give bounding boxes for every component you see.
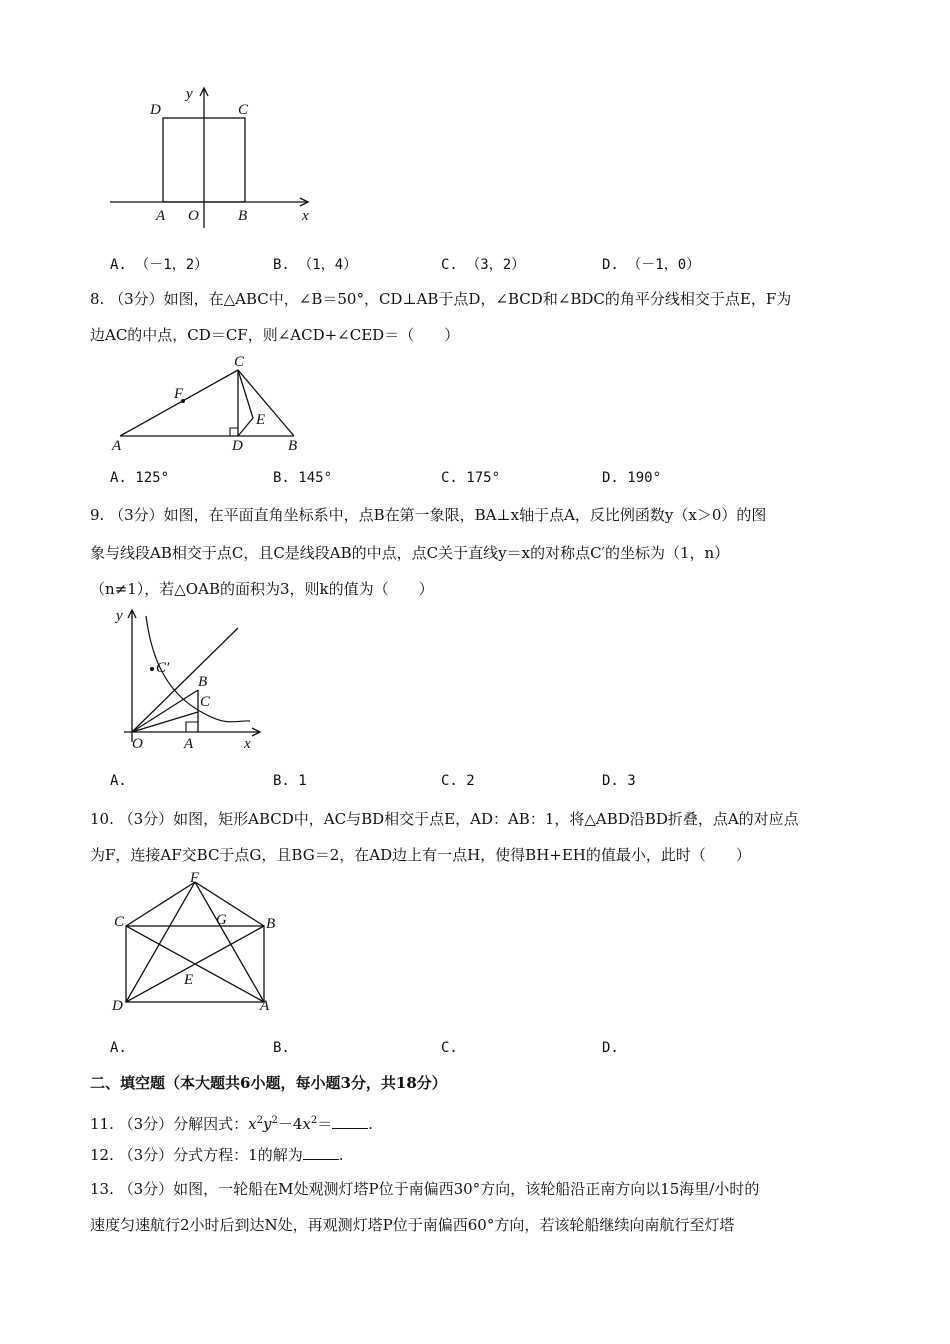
q7-option-b[interactable]: B. （1，4） bbox=[273, 257, 358, 273]
label-x: x bbox=[302, 208, 309, 224]
label-C: C bbox=[238, 102, 249, 118]
q11-y1: y bbox=[263, 1115, 272, 1133]
q9-text-line3: （n≠1），若△OAB的面积为3，则k的值为（ ） bbox=[90, 580, 434, 598]
q12-text bbox=[90, 1144, 344, 1166]
q11-prefix: 11. （3分）分解因式： bbox=[90, 1115, 249, 1133]
label-F: F bbox=[190, 870, 200, 886]
q9-option-d[interactable]: D. 3 bbox=[602, 773, 636, 789]
label-G: G bbox=[216, 912, 227, 928]
q7-option-d[interactable]: D. （－1，0） bbox=[602, 257, 701, 273]
label-D: D bbox=[232, 438, 243, 454]
q9-options bbox=[0, 773, 950, 795]
q7-options bbox=[0, 254, 950, 276]
q11-text bbox=[90, 1110, 373, 1135]
q13-text-line2: 速度匀速航行2小时后到达N处，再观测灯塔P位于南偏西60°方向，若该轮船继续向南航行至灯塔 bbox=[90, 1216, 735, 1234]
label-C-prime: C′ bbox=[156, 660, 170, 676]
label-A: A bbox=[184, 736, 194, 752]
q9-option-c[interactable]: C. 2 bbox=[441, 773, 475, 789]
q10-option-b[interactable]: B. bbox=[273, 1040, 290, 1056]
q10-text-line1: 10. （3分）如图，矩形ABCD中，AC与BD相交于点E，AD：AB：1，将△ABD沿BD折叠，点A的对应点 bbox=[90, 810, 799, 828]
label-C: C bbox=[200, 694, 211, 710]
label-B: B bbox=[288, 438, 298, 454]
q7-option-a[interactable]: A. （－1，2） bbox=[110, 257, 209, 273]
label-C: C bbox=[234, 354, 245, 370]
q11-answer-blank[interactable] bbox=[332, 1114, 368, 1129]
label-y: y bbox=[116, 608, 123, 624]
q10-option-d[interactable]: D. bbox=[602, 1040, 619, 1056]
q9-figure bbox=[110, 602, 270, 752]
q7-figure bbox=[100, 80, 330, 230]
section-heading: 二、填空题（本大题共6小题，每小题3分，共18分） bbox=[90, 1074, 447, 1092]
label-O: O bbox=[132, 736, 143, 752]
q10-option-a[interactable]: A. bbox=[110, 1040, 127, 1056]
q11-e3: 2 bbox=[310, 1115, 318, 1126]
label-B: B bbox=[198, 674, 208, 690]
q12-prompt: 12. （3分）分式方程：1的解为 bbox=[90, 1146, 303, 1164]
q11-e1: 2 bbox=[256, 1115, 264, 1126]
q7-option-c[interactable]: C. （3，2） bbox=[441, 257, 526, 273]
label-A: A bbox=[156, 208, 166, 224]
label-F: F bbox=[174, 386, 184, 402]
q11-x2: x bbox=[302, 1115, 311, 1133]
q10-options bbox=[0, 1040, 950, 1062]
q12-answer-blank[interactable] bbox=[303, 1145, 339, 1160]
q9-option-a[interactable]: A. bbox=[110, 773, 127, 789]
label-D: D bbox=[150, 102, 161, 118]
q11-e2: 2 bbox=[271, 1115, 278, 1126]
q9-text-line1: 9. （3分）如图，在平面直角坐标系中，点B在第一象限，BA⊥x轴于点A，反比例函数y（x＞0）的图 bbox=[90, 506, 767, 524]
label-E: E bbox=[256, 412, 266, 428]
q8-text-line2: 边AC的中点，CD＝CF，则∠ACD+∠CED＝（ ） bbox=[90, 326, 460, 344]
label-C: C bbox=[114, 914, 125, 930]
q10-figure bbox=[108, 870, 283, 1020]
q10-option-c[interactable]: C. bbox=[441, 1040, 458, 1056]
q11-x1: x bbox=[248, 1115, 257, 1133]
label-y: y bbox=[186, 86, 193, 102]
q8-option-b[interactable]: B. 145° bbox=[273, 470, 333, 486]
q8-option-d[interactable]: D. 190° bbox=[602, 470, 662, 486]
q13-text-line1: 13. （3分）如图，一轮船在M处观测灯塔P位于南偏西30°方向，该轮船沿正南方向以15海里/小时的 bbox=[90, 1180, 760, 1198]
q8-option-a[interactable]: A. 125° bbox=[110, 470, 170, 486]
label-O: O bbox=[188, 208, 199, 224]
label-B: B bbox=[266, 916, 276, 932]
label-A: A bbox=[260, 998, 270, 1014]
q11-suffix: ＝ bbox=[317, 1115, 333, 1133]
q8-figure bbox=[108, 352, 318, 452]
q8-text-line1: 8. （3分）如图，在△ABC中，∠B＝50°，CD⊥AB于点D，∠BCD和∠BDC的角平分线相交于点E，F为 bbox=[90, 290, 792, 308]
q10-text-line2: 为F，连接AF交BC于点G，且BG＝2，在AD边上有一点H，使得BH+EH的值最小，此时（ ） bbox=[90, 846, 751, 864]
label-A: A bbox=[112, 438, 122, 454]
q9-option-b[interactable]: B. 1 bbox=[273, 773, 307, 789]
q11-middle: －4 bbox=[277, 1115, 303, 1133]
label-B: B bbox=[238, 208, 248, 224]
q11-end: . bbox=[368, 1115, 374, 1133]
label-x: x bbox=[244, 736, 251, 752]
q12-end: . bbox=[338, 1146, 344, 1164]
q9-text-line2: 象与线段AB相交于点C，且C是线段AB的中点，点C关于直线y＝x的对称点C′的坐标为（1，n） bbox=[90, 544, 730, 562]
q8-option-c[interactable]: C. 175° bbox=[441, 470, 501, 486]
q8-options bbox=[0, 470, 950, 492]
label-D: D bbox=[112, 998, 123, 1014]
label-E: E bbox=[184, 972, 194, 988]
